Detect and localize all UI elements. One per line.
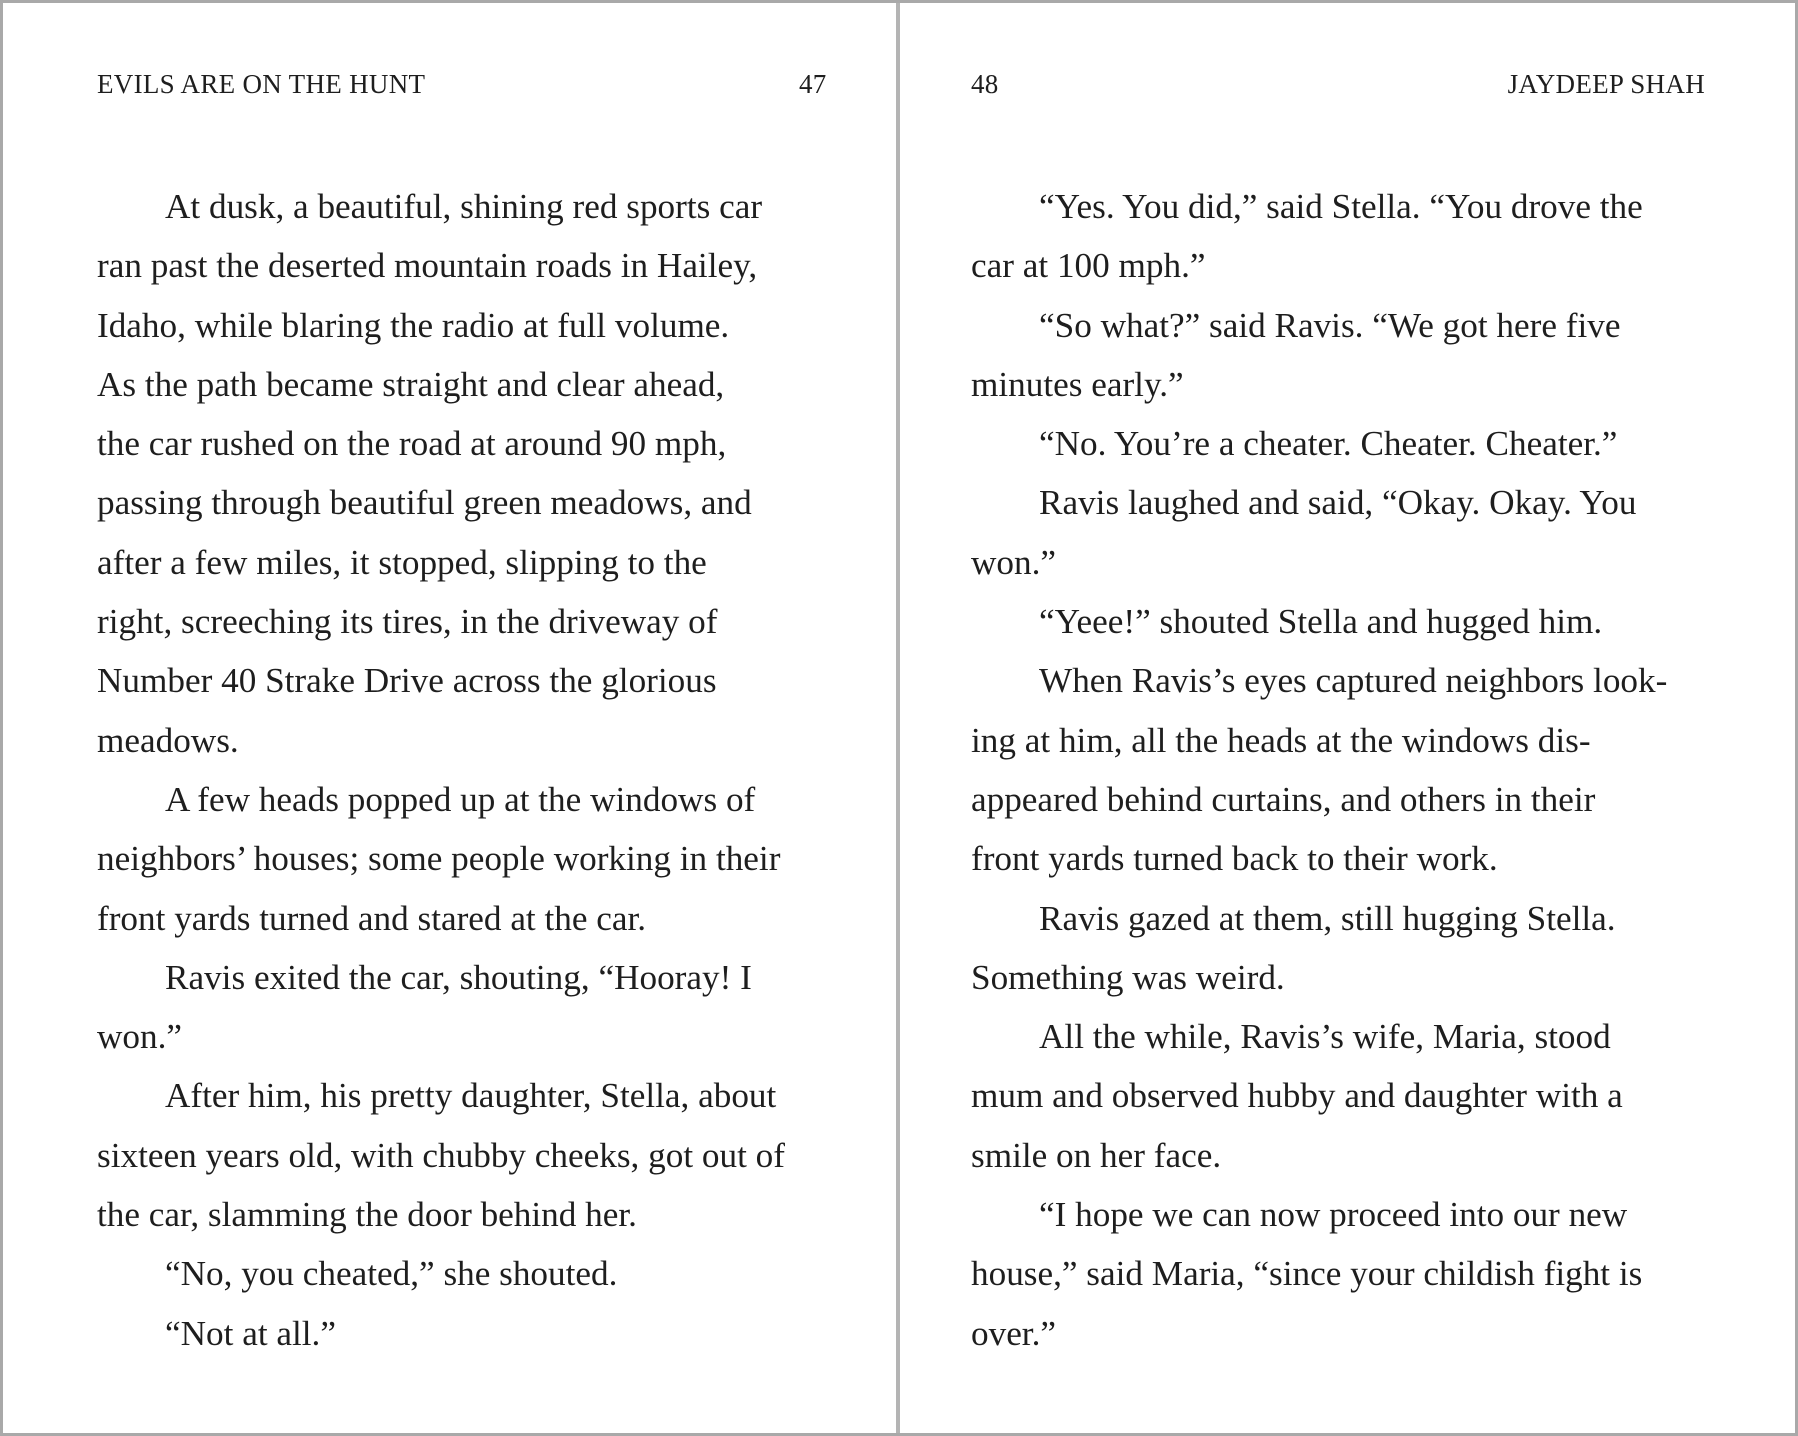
text-line: “I hope we can now proceed into our new (1039, 1195, 1628, 1235)
text-line: As the path became straight and clear ahead, (97, 364, 725, 404)
text-line: Ravis gazed at them, still hugging Stella. (1039, 898, 1616, 938)
text-line: Number 40 Strake Drive across the glorious (97, 661, 717, 701)
text-line: neighbors’ houses; some people working in their (97, 839, 781, 879)
text-line: “Yeee!” shouted Stella and hugged him. (1039, 602, 1603, 642)
text-line: Idaho, while blaring the radio at full volume. (97, 305, 730, 345)
text-line: When Ravis’s eyes captured neighbors look- (1039, 661, 1668, 701)
text-line: “No. You’re a cheater. Cheater. Cheater.” (1039, 424, 1618, 464)
text-line: “So what?” said Ravis. “We got here five (1039, 305, 1621, 345)
text-line: “Not at all.” (165, 1313, 336, 1353)
text-line: mum and observed hubby and daughter with a (971, 1076, 1623, 1116)
left-page (3, 3, 896, 1433)
text-line: right, screeching its tires, in the driveway of (97, 602, 718, 642)
text-line: Ravis exited the car, shouting, “Hooray! I (165, 957, 752, 997)
text-line: passing through beautiful green meadows, and (97, 483, 752, 523)
text-line: “Yes. You did,” said Stella. “You drove the (1039, 187, 1643, 226)
text-line: After him, his pretty daughter, Stella, about (165, 1076, 777, 1116)
text-line: At dusk, a beautiful, shining red sports car (165, 187, 763, 226)
text-line: “No, you cheated,” she shouted. (165, 1254, 618, 1294)
text-line: car at 100 mph.” (971, 246, 1206, 286)
text-line: smile on her face. (971, 1135, 1222, 1175)
text-line: front yards turned and stared at the car. (97, 898, 647, 938)
page-number: 48 (971, 69, 999, 99)
right-page (900, 3, 1795, 1433)
text-line: front yards turned back to their work. (971, 839, 1498, 879)
running-title: EVILS ARE ON THE HUNT (97, 69, 426, 99)
text-line: All the while, Ravis’s wife, Maria, stood (1039, 1017, 1611, 1057)
text-line: sixteen years old, with chubby cheeks, got out of (97, 1135, 785, 1175)
text-line: the car rushed on the road at around 90 mph, (97, 424, 727, 464)
text-line: ing at him, all the heads at the windows dis- (971, 720, 1591, 760)
text-line: appeared behind curtains, and others in their (971, 779, 1596, 819)
text-line: minutes early.” (971, 364, 1184, 404)
text-line: ran past the deserted mountain roads in Hailey, (97, 246, 758, 286)
body-text (971, 177, 1667, 1363)
text-line: Something was weird. (971, 957, 1285, 997)
text-line: won.” (97, 1017, 183, 1057)
page-number: 47 (799, 69, 827, 99)
text-line: A few heads popped up at the windows of (165, 779, 756, 819)
text-line: the car, slamming the door behind her. (97, 1195, 637, 1235)
text-line: over.” (971, 1313, 1056, 1353)
text-line: house,” said Maria, “since your childish fight is (971, 1254, 1643, 1294)
body-text (97, 177, 785, 1363)
text-line: Ravis laughed and said, “Okay. Okay. You (1039, 483, 1637, 523)
running-title: JAYDEEP SHAH (1507, 69, 1705, 99)
text-line: meadows. (97, 720, 239, 760)
text-line: won.” (971, 542, 1057, 582)
text-line: after a few miles, it stopped, slipping to the (97, 542, 707, 582)
